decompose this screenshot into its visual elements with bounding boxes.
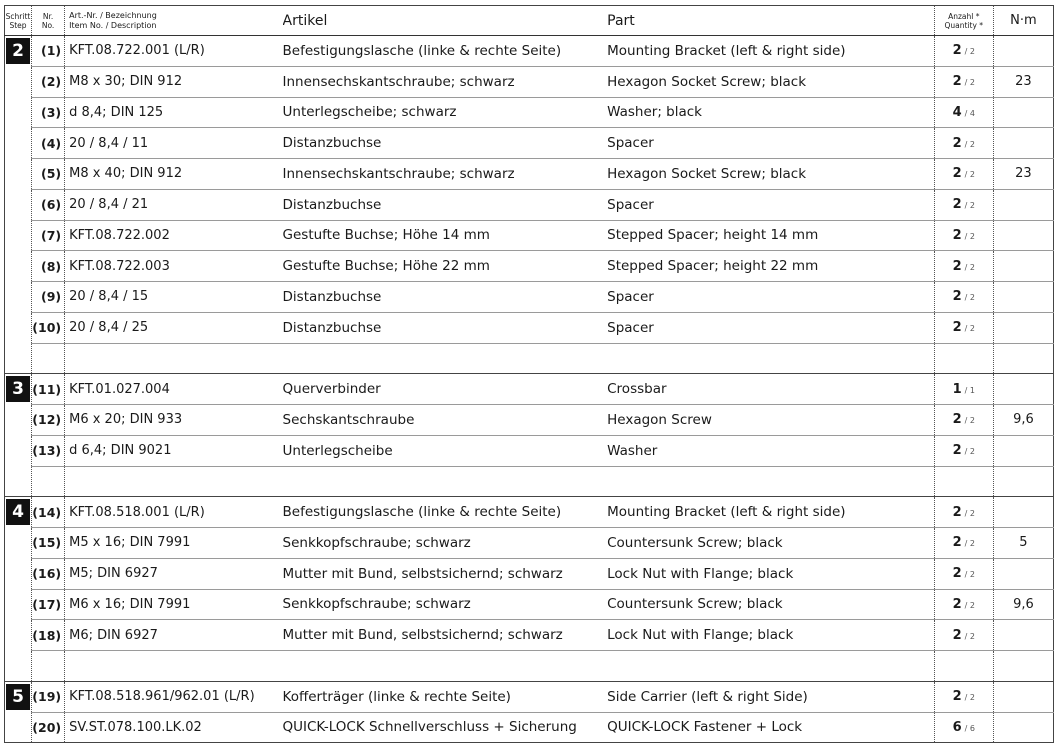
quantity-total: / 2	[964, 47, 975, 57]
spacer-cell	[5, 651, 32, 682]
item-description: M5 x 16; DIN 7991	[65, 528, 283, 559]
spacer-cell	[934, 466, 993, 497]
item-description: 20 / 8,4 / 15	[65, 282, 283, 313]
spacer-cell	[607, 466, 934, 497]
item-torque	[993, 312, 1053, 343]
item-number: (3)	[32, 97, 65, 128]
item-part: Hexagon Socket Screw; black	[607, 159, 934, 190]
item-artikel: Unterlegscheibe	[283, 435, 608, 466]
item-description: 20 / 8,4 / 25	[65, 312, 283, 343]
item-number: (19)	[32, 681, 65, 712]
item-part: Mounting Bracket (left & right side)	[607, 36, 934, 67]
step-cell	[5, 97, 32, 128]
quantity-value: 1	[952, 381, 962, 397]
step-cell	[5, 128, 32, 159]
item-description: KFT.08.722.003	[65, 251, 283, 282]
step-cell	[5, 251, 32, 282]
item-artikel: Senkkopfschraube; schwarz	[283, 589, 608, 620]
item-part: Lock Nut with Flange; black	[607, 558, 934, 589]
quantity-value: 2	[952, 689, 962, 705]
table-row	[5, 712, 1054, 743]
item-artikel: Kofferträger (linke & rechte Seite)	[283, 681, 608, 712]
item-artikel: Distanzbuchse	[283, 128, 608, 159]
item-quantity	[934, 66, 993, 97]
group-spacer-row	[5, 466, 1054, 497]
header-part: Part	[607, 6, 934, 36]
header-number: Nr. No.	[32, 6, 65, 36]
parts-list-table	[4, 5, 1054, 743]
step-cell	[5, 312, 32, 343]
table-row	[5, 220, 1054, 251]
item-artikel: Querverbinder	[283, 374, 608, 405]
quantity-total: / 2	[964, 293, 975, 303]
step-cell	[5, 558, 32, 589]
item-torque	[993, 128, 1053, 159]
quantity-total: / 2	[964, 262, 975, 272]
item-artikel: Gestufte Buchse; Höhe 22 mm	[283, 251, 608, 282]
step-cell	[5, 189, 32, 220]
item-torque: 9,6	[993, 405, 1053, 436]
step-cell	[5, 497, 32, 528]
item-quantity	[934, 159, 993, 190]
header-artikel: Artikel	[283, 6, 608, 36]
quantity-total: / 2	[964, 539, 975, 549]
spacer-cell	[32, 466, 65, 497]
table-row	[5, 528, 1054, 559]
item-part: Spacer	[607, 282, 934, 313]
spacer-cell	[5, 466, 32, 497]
quantity-total: / 2	[964, 570, 975, 580]
item-artikel: Sechskantschraube	[283, 405, 608, 436]
quantity-value: 2	[952, 289, 962, 305]
item-torque	[993, 36, 1053, 67]
item-torque	[993, 435, 1053, 466]
item-number: (7)	[32, 220, 65, 251]
item-torque	[993, 712, 1053, 743]
table-row	[5, 620, 1054, 651]
spacer-cell	[607, 651, 934, 682]
step-cell	[5, 681, 32, 712]
quantity-value: 2	[952, 43, 962, 59]
item-part: Hexagon Screw	[607, 405, 934, 436]
item-part: Countersunk Screw; black	[607, 589, 934, 620]
quantity-total: / 2	[964, 631, 975, 641]
quantity-total: / 2	[964, 508, 975, 518]
item-artikel: Distanzbuchse	[283, 189, 608, 220]
spacer-cell	[5, 343, 32, 374]
item-artikel: QUICK-LOCK Schnellverschluss + Sicherung	[283, 712, 608, 743]
spacer-cell	[993, 343, 1053, 374]
step-cell	[5, 712, 32, 743]
group-spacer-row	[5, 343, 1054, 374]
header-torque: N·m	[993, 6, 1053, 36]
item-torque	[993, 620, 1053, 651]
item-description: KFT.08.518.001 (L/R)	[65, 497, 283, 528]
item-number: (13)	[32, 435, 65, 466]
item-number: (20)	[32, 712, 65, 743]
spacer-cell	[65, 466, 283, 497]
header-description: Art.-Nr. / Bezeichnung Item No. / Description	[65, 6, 283, 36]
step-cell	[5, 36, 32, 67]
group-spacer-row	[5, 651, 1054, 682]
quantity-total: / 6	[964, 723, 975, 733]
item-quantity	[934, 374, 993, 405]
step-cell	[5, 282, 32, 313]
item-quantity	[934, 128, 993, 159]
item-description: d 8,4; DIN 125	[65, 97, 283, 128]
table-row	[5, 558, 1054, 589]
spacer-cell	[934, 343, 993, 374]
item-number: (8)	[32, 251, 65, 282]
table-row	[5, 66, 1054, 97]
item-description: M6; DIN 6927	[65, 620, 283, 651]
table-header-row	[5, 6, 1054, 36]
quantity-value: 2	[952, 227, 962, 243]
item-artikel: Innensechskantschraube; schwarz	[283, 66, 608, 97]
item-quantity	[934, 681, 993, 712]
item-part: Mounting Bracket (left & right side)	[607, 497, 934, 528]
item-description: SV.ST.078.100.LK.02	[65, 712, 283, 743]
item-description: M6 x 16; DIN 7991	[65, 589, 283, 620]
item-torque	[993, 97, 1053, 128]
quantity-value: 6	[952, 719, 962, 735]
item-quantity	[934, 220, 993, 251]
item-torque	[993, 220, 1053, 251]
quantity-value: 2	[952, 535, 962, 551]
item-part: Stepped Spacer; height 22 mm	[607, 251, 934, 282]
item-description: KFT.08.518.961/962.01 (L/R)	[65, 681, 283, 712]
item-number: (4)	[32, 128, 65, 159]
item-number: (2)	[32, 66, 65, 97]
item-part: Side Carrier (left & right Side)	[607, 681, 934, 712]
item-number: (6)	[32, 189, 65, 220]
item-quantity	[934, 251, 993, 282]
table-row	[5, 36, 1054, 67]
item-part: Washer; black	[607, 97, 934, 128]
item-torque	[993, 374, 1053, 405]
step-cell	[5, 405, 32, 436]
item-torque	[993, 681, 1053, 712]
item-number: (5)	[32, 159, 65, 190]
item-artikel: Mutter mit Bund, selbstsichernd; schwarz	[283, 620, 608, 651]
item-torque	[993, 282, 1053, 313]
item-number: (16)	[32, 558, 65, 589]
item-artikel: Befestigungslasche (linke & rechte Seite)	[283, 36, 608, 67]
item-quantity	[934, 189, 993, 220]
step-cell	[5, 374, 32, 405]
item-quantity	[934, 712, 993, 743]
item-description: M8 x 30; DIN 912	[65, 66, 283, 97]
quantity-value: 2	[952, 627, 962, 643]
item-part: Spacer	[607, 189, 934, 220]
quantity-value: 4	[952, 104, 962, 120]
table-row	[5, 589, 1054, 620]
quantity-value: 2	[952, 443, 962, 459]
item-artikel: Befestigungslasche (linke & rechte Seite)	[283, 497, 608, 528]
quantity-total: / 2	[964, 170, 975, 180]
item-quantity	[934, 497, 993, 528]
item-description: 20 / 8,4 / 21	[65, 189, 283, 220]
quantity-value: 2	[952, 566, 962, 582]
step-cell	[5, 159, 32, 190]
quantity-total: / 2	[964, 416, 975, 426]
item-quantity	[934, 36, 993, 67]
quantity-total: / 2	[964, 139, 975, 149]
header-quantity: Anzahl * Quantity *	[934, 6, 993, 36]
spacer-cell	[283, 651, 608, 682]
item-torque	[993, 251, 1053, 282]
item-quantity	[934, 589, 993, 620]
spacer-cell	[65, 343, 283, 374]
item-quantity	[934, 528, 993, 559]
item-quantity	[934, 405, 993, 436]
table-row	[5, 681, 1054, 712]
item-description: KFT.08.722.002	[65, 220, 283, 251]
spacer-cell	[934, 651, 993, 682]
step-badge: 4	[6, 499, 30, 525]
item-part: Stepped Spacer; height 14 mm	[607, 220, 934, 251]
quantity-value: 2	[952, 596, 962, 612]
item-artikel: Distanzbuchse	[283, 312, 608, 343]
item-torque: 5	[993, 528, 1053, 559]
item-quantity	[934, 435, 993, 466]
item-number: (1)	[32, 36, 65, 67]
step-cell	[5, 435, 32, 466]
quantity-total: / 2	[964, 693, 975, 703]
step-cell	[5, 528, 32, 559]
item-number: (11)	[32, 374, 65, 405]
item-quantity	[934, 620, 993, 651]
item-number: (12)	[32, 405, 65, 436]
quantity-value: 2	[952, 504, 962, 520]
table-row	[5, 189, 1054, 220]
step-badge: 3	[6, 376, 30, 402]
item-description: M8 x 40; DIN 912	[65, 159, 283, 190]
table-row	[5, 312, 1054, 343]
item-torque: 23	[993, 66, 1053, 97]
spacer-cell	[32, 651, 65, 682]
item-artikel: Innensechskantschraube; schwarz	[283, 159, 608, 190]
item-description: KFT.01.027.004	[65, 374, 283, 405]
quantity-total: / 2	[964, 231, 975, 241]
item-number: (10)	[32, 312, 65, 343]
quantity-value: 2	[952, 74, 962, 90]
item-quantity	[934, 312, 993, 343]
item-torque: 23	[993, 159, 1053, 190]
step-cell	[5, 620, 32, 651]
item-torque	[993, 497, 1053, 528]
item-torque	[993, 558, 1053, 589]
item-part: Crossbar	[607, 374, 934, 405]
parts-list-body	[5, 36, 1054, 743]
item-description: KFT.08.722.001 (L/R)	[65, 36, 283, 67]
item-part: Spacer	[607, 128, 934, 159]
step-badge: 2	[6, 38, 30, 64]
item-artikel: Unterlegscheibe; schwarz	[283, 97, 608, 128]
spacer-cell	[32, 343, 65, 374]
table-row	[5, 374, 1054, 405]
item-number: (18)	[32, 620, 65, 651]
quantity-value: 2	[952, 197, 962, 213]
quantity-total: / 4	[964, 108, 975, 118]
table-row	[5, 97, 1054, 128]
quantity-value: 2	[952, 412, 962, 428]
item-part: Hexagon Socket Screw; black	[607, 66, 934, 97]
table-row	[5, 497, 1054, 528]
item-artikel: Gestufte Buchse; Höhe 14 mm	[283, 220, 608, 251]
quantity-value: 2	[952, 135, 962, 151]
spacer-cell	[993, 651, 1053, 682]
item-quantity	[934, 97, 993, 128]
table-row	[5, 251, 1054, 282]
item-part: Washer	[607, 435, 934, 466]
quantity-total: / 2	[964, 78, 975, 88]
spacer-cell	[993, 466, 1053, 497]
spacer-cell	[283, 343, 608, 374]
table-row	[5, 282, 1054, 313]
step-cell	[5, 66, 32, 97]
item-number: (14)	[32, 497, 65, 528]
quantity-total: / 2	[964, 201, 975, 211]
step-badge: 5	[6, 684, 30, 710]
item-part: Countersunk Screw; black	[607, 528, 934, 559]
item-part: Lock Nut with Flange; black	[607, 620, 934, 651]
item-part: Spacer	[607, 312, 934, 343]
quantity-total: / 2	[964, 324, 975, 334]
table-row	[5, 159, 1054, 190]
item-description: M6 x 20; DIN 933	[65, 405, 283, 436]
spacer-cell	[65, 651, 283, 682]
item-artikel: Distanzbuchse	[283, 282, 608, 313]
quantity-value: 2	[952, 166, 962, 182]
item-number: (9)	[32, 282, 65, 313]
item-description: 20 / 8,4 / 11	[65, 128, 283, 159]
header-step: Schritt Step	[5, 6, 32, 36]
item-number: (15)	[32, 528, 65, 559]
item-number: (17)	[32, 589, 65, 620]
step-cell	[5, 589, 32, 620]
quantity-value: 2	[952, 320, 962, 336]
item-torque: 9,6	[993, 589, 1053, 620]
step-cell	[5, 220, 32, 251]
quantity-total: / 2	[964, 447, 975, 457]
item-artikel: Senkkopfschraube; schwarz	[283, 528, 608, 559]
item-quantity	[934, 282, 993, 313]
item-description: d 6,4; DIN 9021	[65, 435, 283, 466]
item-quantity	[934, 558, 993, 589]
item-torque	[993, 189, 1053, 220]
spacer-cell	[607, 343, 934, 374]
table-row	[5, 128, 1054, 159]
spacer-cell	[283, 466, 608, 497]
quantity-total: / 1	[964, 385, 975, 395]
item-description: M5; DIN 6927	[65, 558, 283, 589]
table-row	[5, 435, 1054, 466]
item-artikel: Mutter mit Bund, selbstsichernd; schwarz	[283, 558, 608, 589]
quantity-value: 2	[952, 258, 962, 274]
table-row	[5, 405, 1054, 436]
quantity-total: / 2	[964, 600, 975, 610]
item-part: QUICK-LOCK Fastener + Lock	[607, 712, 934, 743]
